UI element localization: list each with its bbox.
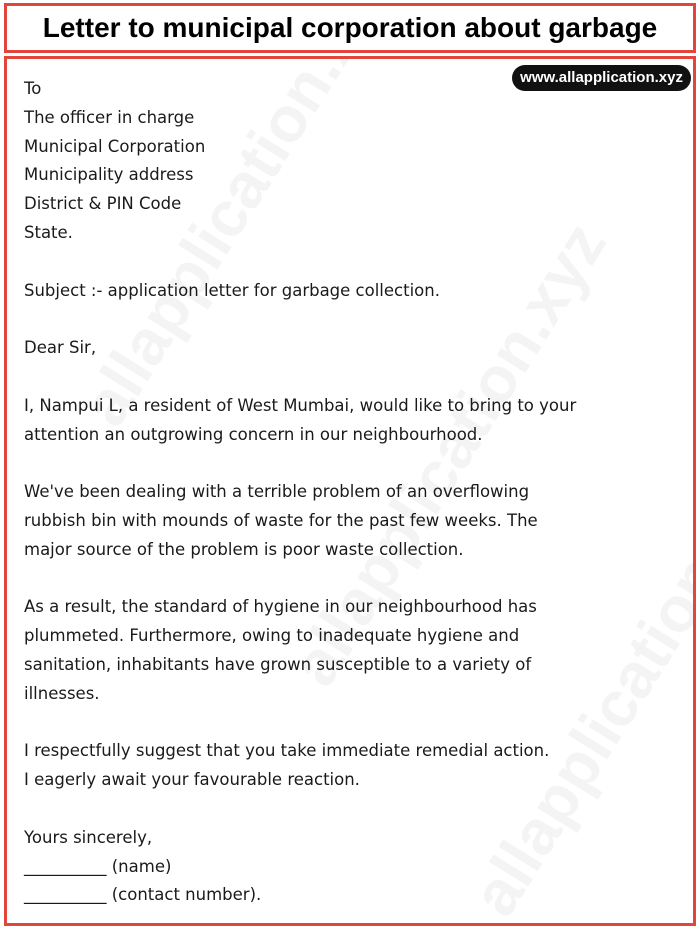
salutation: Dear Sir,: [24, 338, 97, 358]
paragraph-line: major source of the problem is poor waste collection.: [24, 539, 464, 559]
letter-body: [24, 75, 674, 910]
address-line: The officer in charge: [24, 107, 195, 127]
paragraph-line: sanitation, inhabitants have grown susceptible to a variety of: [24, 654, 532, 674]
paragraph-line: attention an outgrowing concern in our neighbourhood.: [24, 424, 483, 444]
closing-signoff: Yours sincerely,: [24, 827, 153, 847]
closing-contact-line: __________ (contact number).: [24, 885, 262, 905]
address-line: Municipal Corporation: [24, 136, 206, 156]
title-box: [4, 3, 696, 53]
paragraph-line: I, Nampui L, a resident of West Mumbai, would like to bring to your: [24, 395, 577, 415]
letter-box: [4, 56, 696, 926]
address-to: To: [24, 79, 42, 98]
page-title: Letter to municipal corporation about garbage: [42, 12, 658, 43]
address-line: District & PIN Code: [24, 194, 182, 214]
address-line: State.: [24, 222, 73, 242]
address-line: Municipality address: [24, 165, 194, 185]
subject-line: Subject :- application letter for garbage collection.: [24, 280, 440, 300]
paragraph-line: We've been dealing with a terrible problem of an overflowing: [24, 482, 530, 502]
paragraph-line: rubbish bin with mounds of waste for the past few weeks. The: [24, 510, 538, 530]
paragraph-line: As a result, the standard of hygiene in our neighbourhood has: [24, 597, 537, 617]
website-badge: www.allapplication.xyz: [512, 65, 691, 91]
paragraph-line: plummeted. Furthermore, owing to inadequate hygiene and: [24, 626, 520, 646]
paragraph-line: illnesses.: [24, 683, 100, 703]
closing-name-line: __________ (name): [24, 856, 172, 876]
paragraph-line: I eagerly await your favourable reaction.: [24, 770, 360, 790]
paragraph-line: I respectfully suggest that you take immediate remedial action.: [24, 741, 550, 761]
